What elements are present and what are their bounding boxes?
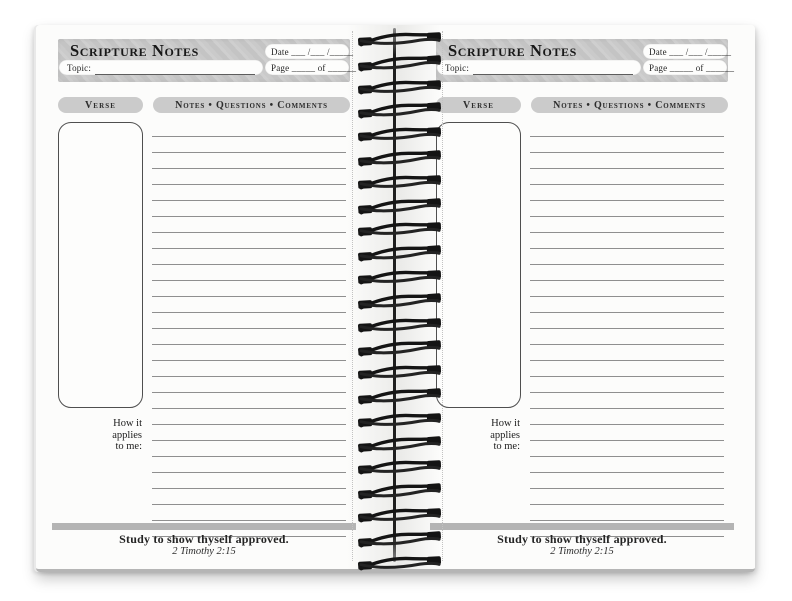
spiral-coil <box>358 481 443 501</box>
footer-quote: Study to show thyself approved. <box>119 532 289 546</box>
ruled-line <box>530 281 724 297</box>
page-number-field <box>643 60 735 75</box>
ruled-line <box>152 393 346 409</box>
spiral-coil <box>358 125 443 143</box>
ruled-line <box>530 137 724 153</box>
ruled-line <box>530 249 724 265</box>
ruled-line <box>152 297 346 313</box>
topic-blank-line <box>95 66 255 75</box>
spiral-coil <box>358 196 443 216</box>
page-number-label: Page _____ of ______ <box>271 62 357 73</box>
footer-quote: Study to show thyself approved. <box>497 532 667 546</box>
spiral-coil <box>358 459 443 477</box>
perforation-line-left <box>352 31 353 561</box>
ruled-line <box>530 345 724 361</box>
page-number-field <box>265 60 357 75</box>
ruled-line <box>152 361 346 377</box>
ruled-line <box>152 265 346 281</box>
verse-column-header: Verse <box>58 97 143 113</box>
ruled-line <box>152 441 346 457</box>
footer-reference: 2 Timothy 2:15 <box>172 546 236 557</box>
page-title: Scripture Notes <box>70 41 199 60</box>
page-number-label: Page _____ of ______ <box>649 62 735 73</box>
ruled-line <box>152 377 346 393</box>
date-label: Date ___ /___ /_____ <box>649 46 732 57</box>
spiral-coil <box>358 268 443 286</box>
right-sheet-content <box>436 25 735 569</box>
applies-label: How it applies to me: <box>112 418 142 452</box>
ruled-line <box>152 249 346 265</box>
applies-label: How it applies to me: <box>490 418 520 452</box>
spiral-notebook <box>36 25 755 572</box>
verse-box <box>436 122 521 408</box>
ruled-line <box>152 169 346 185</box>
ruled-line <box>152 281 346 297</box>
ruled-line <box>530 361 724 377</box>
spiral-coil <box>358 221 443 239</box>
spiral-coil <box>358 316 443 334</box>
ruled-line <box>530 217 724 233</box>
footer-divider <box>430 523 734 530</box>
ruled-lines <box>530 121 724 537</box>
header-banner <box>58 39 357 82</box>
ruled-line <box>530 233 724 249</box>
spiral-coil <box>358 148 443 168</box>
spiral-coil <box>358 243 443 263</box>
ruled-line <box>152 329 346 345</box>
ruled-line <box>530 377 724 393</box>
spiral-coil <box>358 100 443 120</box>
ruled-line <box>530 441 724 457</box>
topic-field <box>59 60 263 75</box>
spiral-coil <box>358 529 443 549</box>
ruled-line <box>152 457 346 473</box>
ruled-line <box>152 313 346 329</box>
topic-blank-line <box>473 66 633 75</box>
date-label: Date ___ /___ /_____ <box>271 46 354 57</box>
ruled-line <box>152 201 346 217</box>
ruled-line <box>530 489 724 505</box>
ruled-line <box>152 505 346 521</box>
ruled-line <box>530 425 724 441</box>
ruled-line <box>530 121 724 137</box>
ruled-line <box>530 473 724 489</box>
ruled-line <box>152 425 346 441</box>
header-banner <box>436 39 735 82</box>
spiral-binding <box>358 25 442 569</box>
date-field <box>643 44 732 59</box>
ruled-line <box>530 297 724 313</box>
date-field <box>265 44 354 59</box>
notes-column-header: Notes • Questions • Comments <box>531 97 728 113</box>
footer-reference: 2 Timothy 2:15 <box>550 546 614 557</box>
left-sheet-content <box>58 25 357 569</box>
ruled-line <box>530 409 724 425</box>
spiral-coil <box>358 53 443 73</box>
spiral-coil <box>358 506 443 524</box>
ruled-line <box>530 393 724 409</box>
spiral-coil <box>358 411 443 429</box>
spiral-coil <box>358 78 443 96</box>
verse-column-header: Verse <box>436 97 521 113</box>
ruled-line <box>152 121 346 137</box>
notes-column-header: Notes • Questions • Comments <box>153 97 350 113</box>
ruled-line <box>530 313 724 329</box>
ruled-lines <box>152 121 346 537</box>
topic-label: Topic: <box>445 62 470 73</box>
ruled-line <box>152 137 346 153</box>
ruled-line <box>152 217 346 233</box>
spiral-coil <box>358 363 443 381</box>
ruled-line <box>530 185 724 201</box>
ruled-line <box>152 185 346 201</box>
topic-label: Topic: <box>67 62 92 73</box>
ruled-line <box>152 473 346 489</box>
spiral-coil <box>358 173 443 191</box>
verse-box <box>58 122 143 408</box>
page-title: Scripture Notes <box>448 41 577 60</box>
ruled-line <box>152 409 346 425</box>
ruled-line <box>530 169 724 185</box>
ruled-line <box>530 329 724 345</box>
ruled-line <box>152 233 346 249</box>
ruled-line <box>530 201 724 217</box>
spiral-coil <box>358 30 443 48</box>
ruled-line <box>152 153 346 169</box>
ruled-line <box>152 489 346 505</box>
ruled-line <box>530 457 724 473</box>
spiral-coil <box>358 434 443 454</box>
ruled-line <box>530 505 724 521</box>
spiral-coil <box>358 386 443 406</box>
ruled-line <box>530 265 724 281</box>
spiral-coil <box>358 291 443 311</box>
ruled-line <box>152 345 346 361</box>
ruled-line <box>530 153 724 169</box>
footer-divider <box>52 523 356 530</box>
topic-field <box>437 60 641 75</box>
spiral-coil <box>358 554 443 572</box>
spiral-coil <box>358 338 443 358</box>
